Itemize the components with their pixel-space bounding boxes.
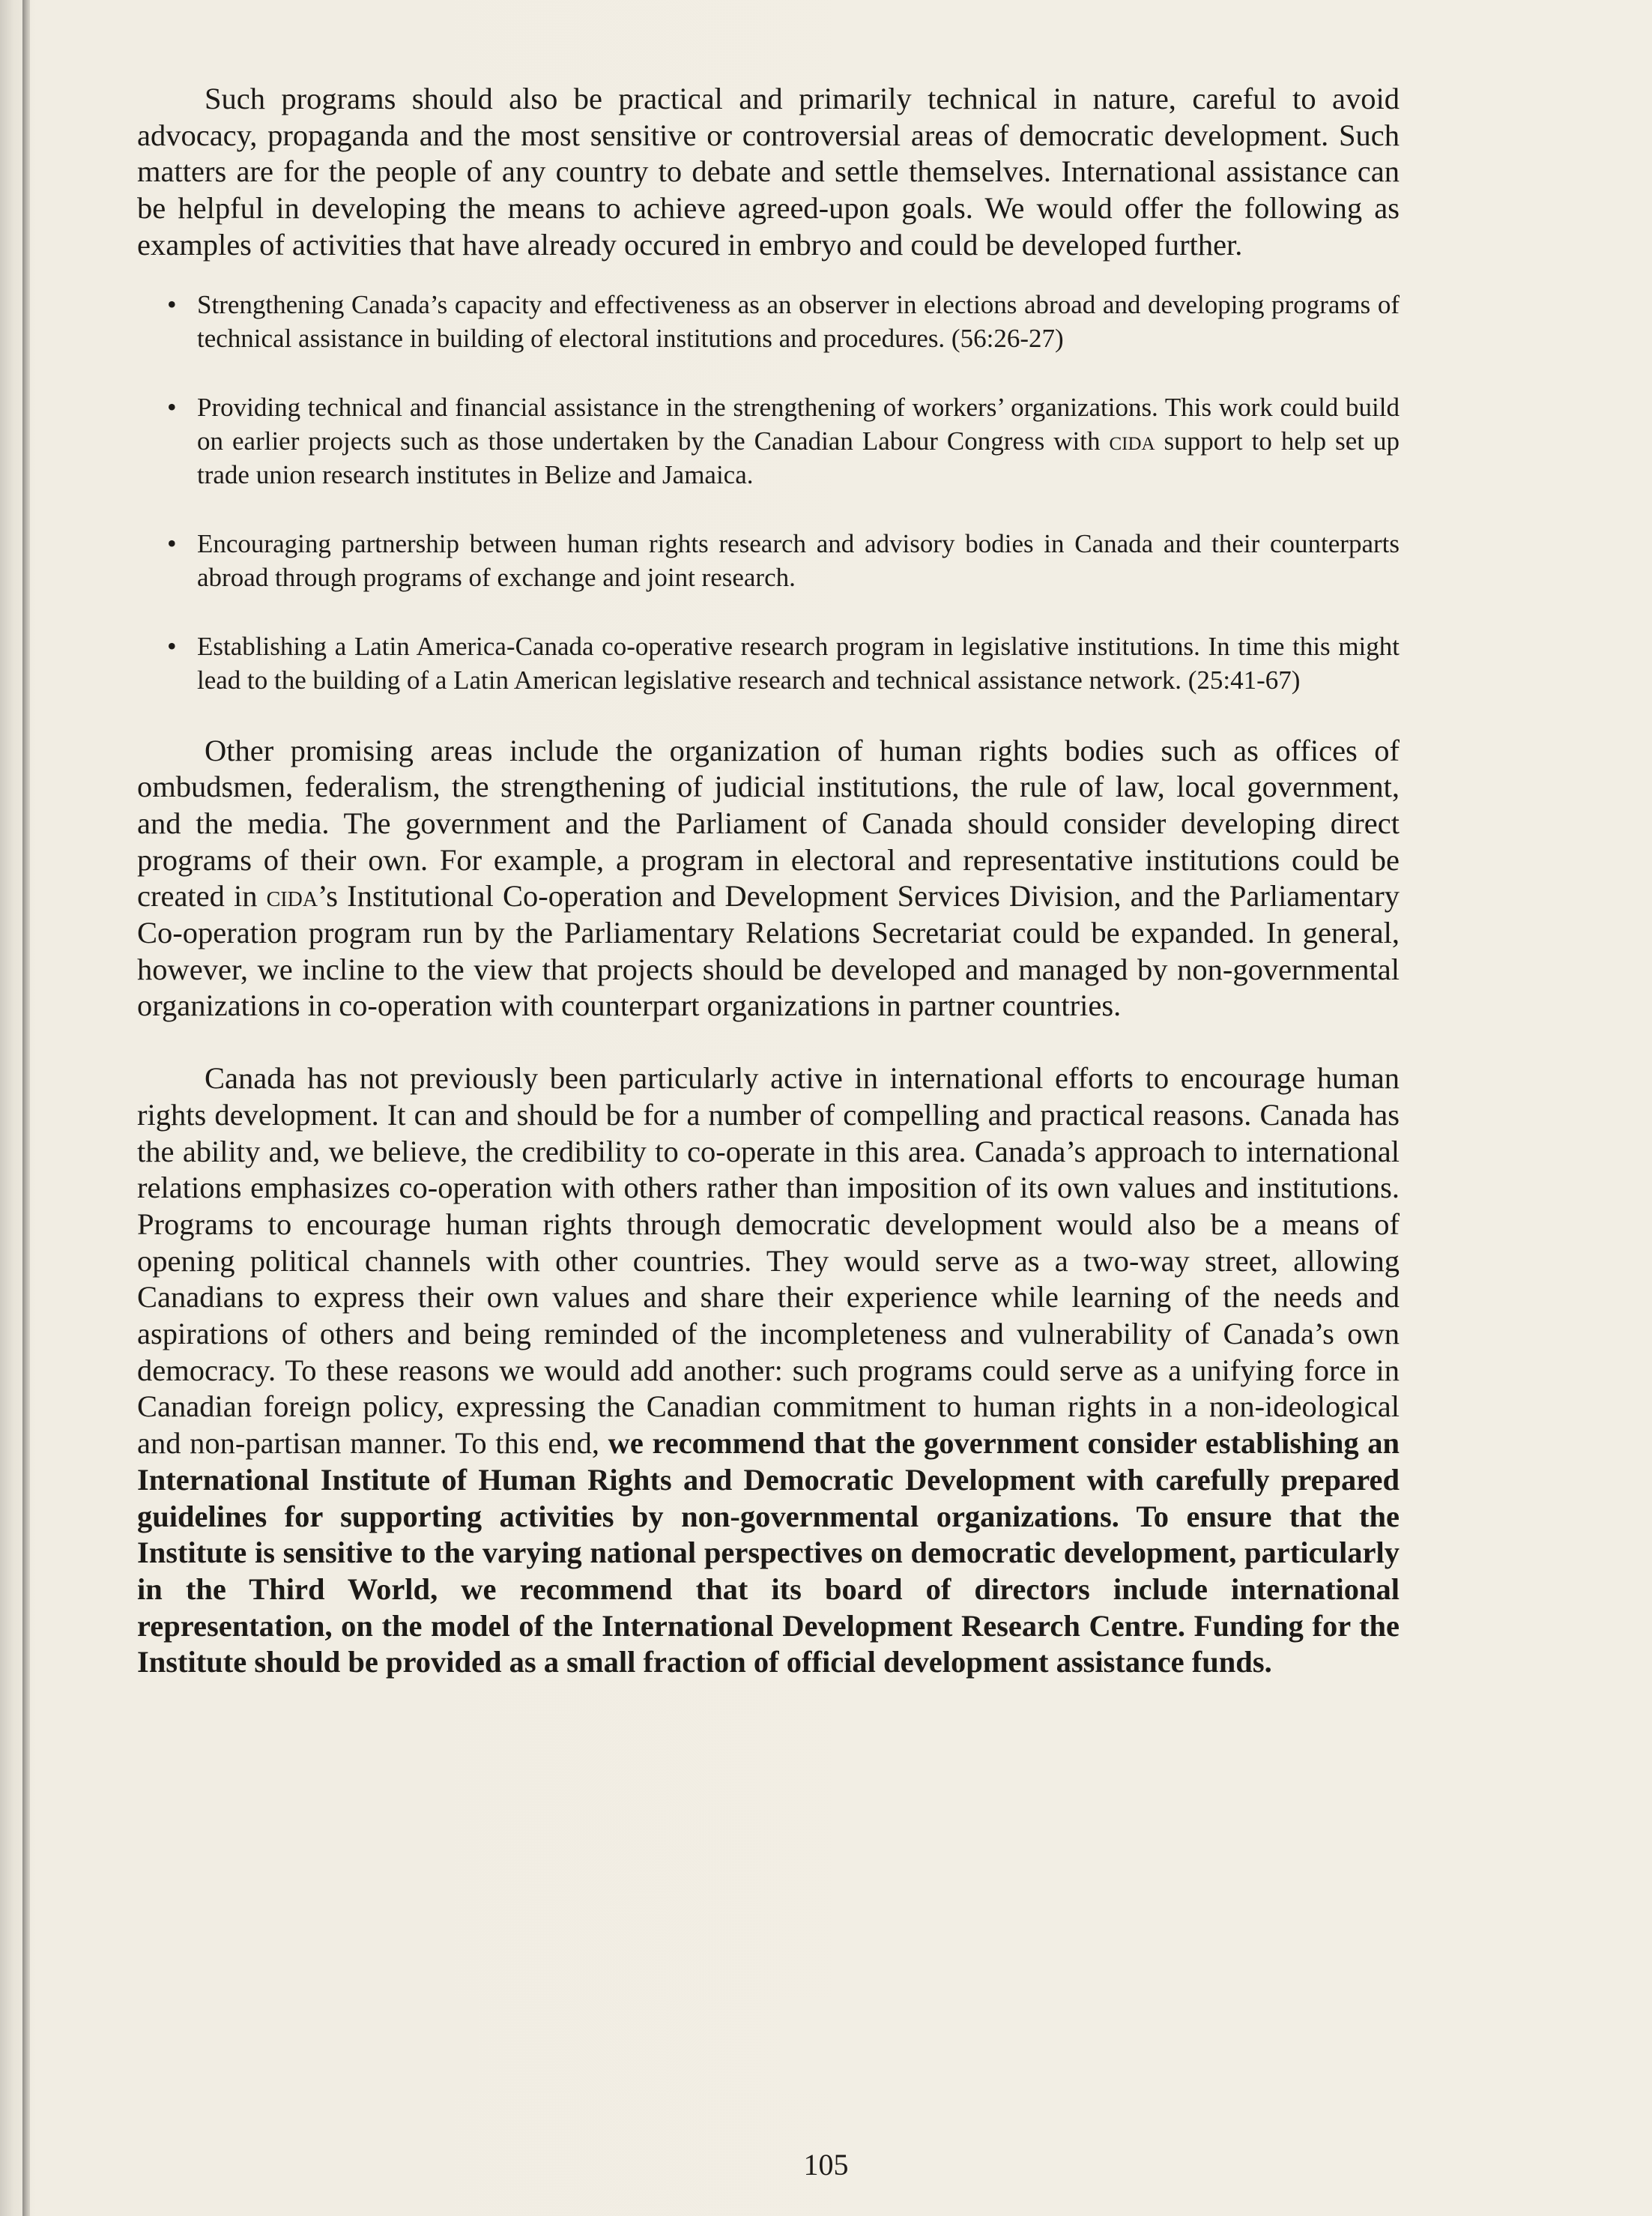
bullet-marker: • [167, 630, 177, 661]
bullet-marker: • [167, 391, 177, 422]
list-item [167, 390, 1400, 492]
list-item [167, 630, 1400, 697]
recommendation-text: we recommend that the government consider establishing an International Institute of Human Rights and Democratic Development with carefully prepared guidelines for supporting activities by non-governmental organizations. To ensure that the Institute is sensitive to the varying national perspectives on democratic development, particularly in the Third World, we recommend that its board of directors include international representation, on the model of the International Development Research Centre. Funding for the Institute should be provided as a small fraction of official development assistance funds. [137, 1426, 1400, 1679]
list-item-text: Providing technical and financial assistance in the strengthening of workers’ organizations. This work could build on earlier projects such as those undertaken by the Canadian Labour Congress with [197, 392, 1400, 456]
list-item [167, 288, 1400, 355]
abbreviation-cida: cida [266, 879, 318, 914]
paragraph-2-text: ’s Institutional Co-operation and Development Services Division, and the Parliamentary Co-operation program run by the Parliamentary Relations Secretariat could be expanded. In general, however, we incline to the view that projects should be developed and managed by non-governmental organizations in co-operation with counterpart organizations in partner countries. [137, 879, 1400, 1023]
paragraph-1: Such programs should also be practical and primarily technical in nature, careful to avoid advocacy, propaganda and the most sensitive or controversial areas of democratic development. Such matters are for the people of any country to debate and settle themselves. International assistance can be helpful in developing the means to achieve agreed-upon goals. We would offer the following as examples of activities that have already occured in embryo and could be developed further. [137, 82, 1400, 262]
list-item-text: Encouraging partnership between human rights research and advisory bodies in Canada and their counterparts abroad through programs of exchange and joint research. [197, 528, 1400, 592]
paragraph-3-text: Canada has not previously been particularly active in international efforts to encourage human rights development. It can and should be for a number of compelling and practical reasons. Canada has the ability and, we believe, the credibility to co-operate in this area. Canada’s approach to international relations emphasizes co-operation with others rather than imposition of its own values and institutions. Programs to encourage human rights through democratic development would also be a means of opening political channels with other countries. They would serve as a two-way street, allowing Canadians to express their own values and share their experience while learning of the needs and aspirations of others and being reminded of the incompleteness and vulnerability of Canada’s own democracy. To these reasons we would add another: such programs could serve as a unifying force in Canadian foreign policy, expressing the Canadian commitment to human rights in a non-ideological and non-partisan manner. To this end, [137, 1061, 1400, 1461]
activity-list [137, 288, 1400, 697]
bullet-marker: • [167, 289, 177, 319]
abbreviation-cida: cida [1109, 426, 1155, 456]
bullet-marker: • [167, 528, 177, 558]
list-item [167, 527, 1400, 594]
paragraph-2-text: Other promising areas include the organization of human rights bodies such as offices of ombudsmen, federalism, the strengthening of judicial institutions, the rule of law, local government, and the media. The government and the Parliament of Canada should consider developing direct programs of their own. For example, a program in electoral and representative institutions could be created in [137, 733, 1400, 914]
page-number: 105 [803, 2148, 849, 2182]
list-item-text: Establishing a Latin America-Canada co-operative research program in legislative institutions. In time this might lead to the building of a Latin American legislative research and technical assistance network. (25:41-67) [197, 631, 1400, 695]
binding-edge [22, 0, 30, 2216]
body-text [137, 81, 1400, 1681]
paragraph-3 [137, 1060, 1400, 1681]
paragraph-2 [137, 733, 1400, 1025]
list-item-text: support to help set up trade union research institutes in Belize and Jamaica. [197, 426, 1400, 489]
list-item-text: Strengthening Canada’s capacity and effectiveness as an observer in elections abroad and developing programs of technical assistance in building of electoral institutions and procedures. (56:26-27) [197, 289, 1400, 353]
